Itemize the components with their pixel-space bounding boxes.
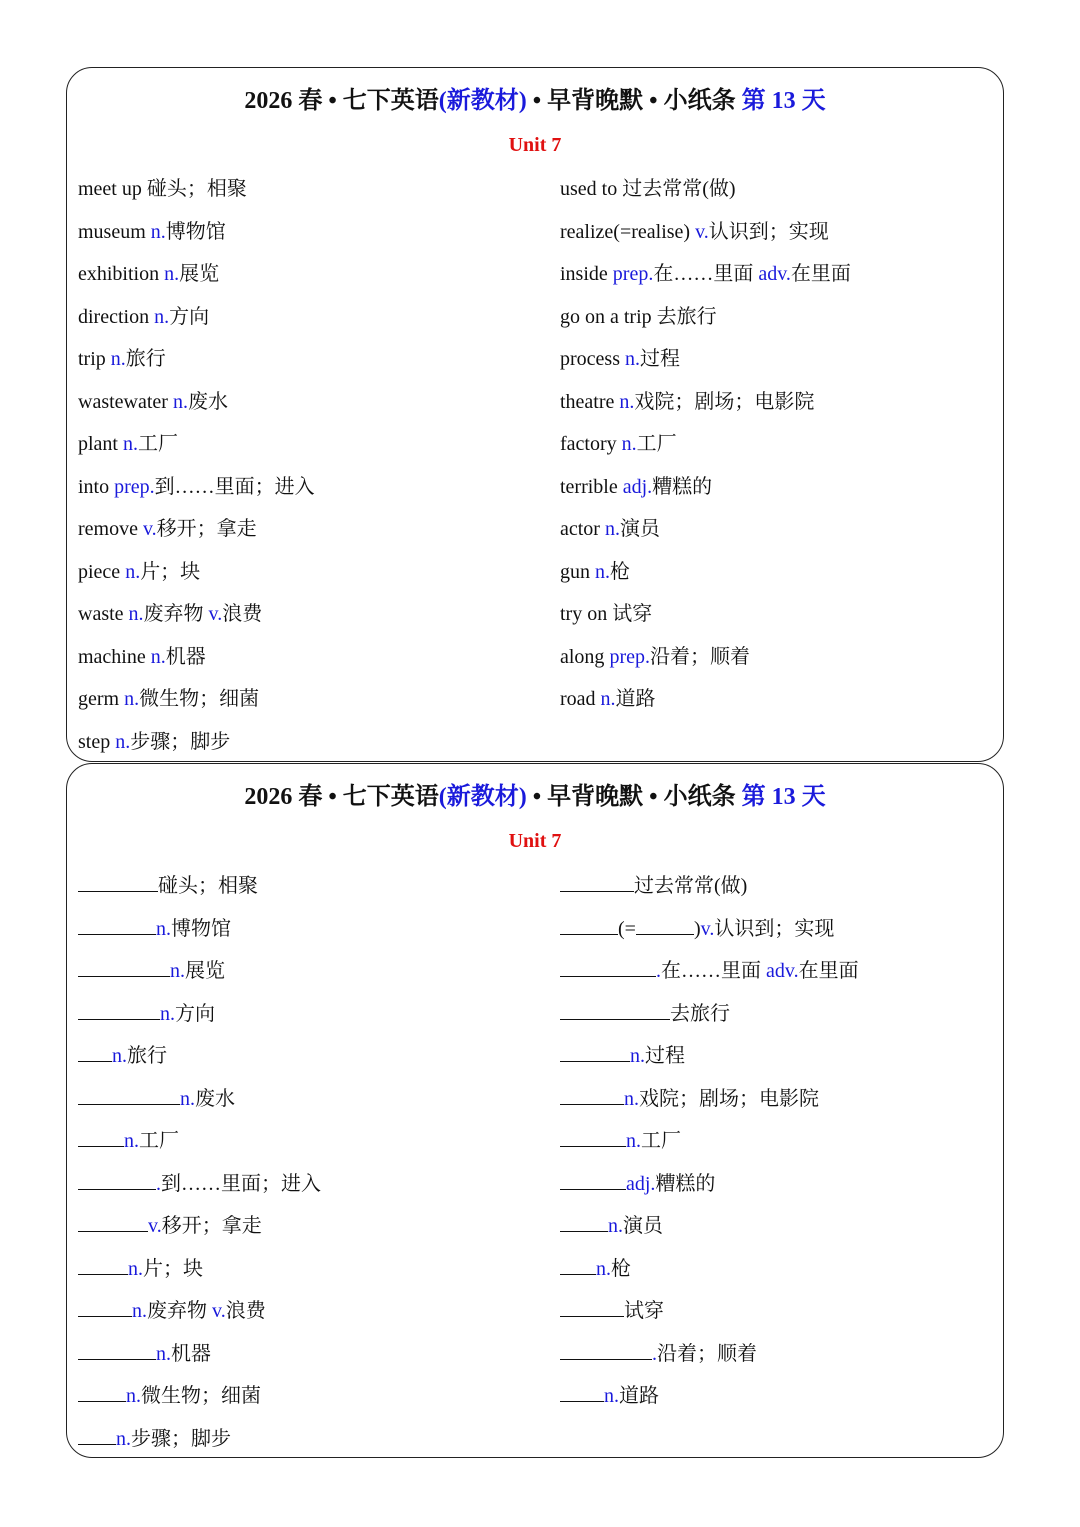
- quiz-row: [78, 1256, 203, 1281]
- chinese-meaning: 试穿: [624, 1300, 664, 1322]
- quiz-row: [560, 1086, 819, 1111]
- english-word: theatre: [560, 390, 620, 413]
- part-of-speech: n.: [125, 560, 141, 583]
- part-of-speech: n.: [600, 688, 616, 710]
- chinese-meaning: 浪费: [225, 1300, 266, 1322]
- part-of-speech: n.: [170, 960, 185, 982]
- chinese-meaning: 枪: [611, 1257, 631, 1280]
- quiz-card: [66, 763, 1004, 1458]
- chinese-meaning: 沿着；顺着: [649, 645, 750, 668]
- chinese-meaning: 移开；拿走: [156, 518, 257, 540]
- chinese-meaning: 道路: [619, 1385, 659, 1407]
- vocab-row: [560, 517, 660, 541]
- quiz-row: [560, 1171, 715, 1196]
- english-word: remove: [78, 518, 143, 540]
- chinese-meaning: 博物馆: [171, 917, 231, 940]
- english-word: go on a trip: [560, 305, 657, 328]
- quiz-row: [78, 1128, 179, 1153]
- vocab-row: [560, 305, 717, 329]
- vocab-row: [560, 262, 851, 286]
- chinese-meaning: 枪: [610, 560, 630, 583]
- answer-blank[interactable]: [78, 1298, 132, 1317]
- english-word: meet up: [78, 178, 147, 200]
- chinese-meaning: 旅行: [127, 1045, 167, 1067]
- vocab-row: [560, 390, 814, 414]
- vocab-row: [78, 305, 209, 329]
- answer-blank[interactable]: [560, 1086, 624, 1105]
- english-word: realize(=realise): [560, 220, 696, 243]
- chinese-meaning: 工厂: [138, 433, 178, 455]
- english-word: used to: [560, 178, 623, 200]
- chinese-meaning: 方向: [169, 305, 210, 328]
- chinese-meaning: 废水: [195, 1087, 235, 1110]
- part-of-speech: n.: [604, 1385, 619, 1407]
- quiz-row: [560, 873, 747, 898]
- chinese-meaning: 过去常常(做): [622, 178, 736, 200]
- chinese-meaning: 旅行: [125, 348, 166, 370]
- quiz-row: [78, 1426, 231, 1451]
- english-word: exhibition: [78, 263, 165, 285]
- part-of-speech: .: [652, 1342, 657, 1365]
- answer-blank[interactable]: [636, 916, 694, 935]
- vocab-row: [560, 432, 677, 456]
- chinese-meaning: 到……里面；进入: [161, 1172, 321, 1195]
- chinese-meaning: 道路: [615, 688, 656, 710]
- english-word: process: [560, 348, 625, 370]
- title-rest: • 早背晚默 • 小纸条: [526, 88, 742, 114]
- answer-blank[interactable]: [78, 916, 156, 935]
- chinese-meaning: 在……里面: [661, 960, 761, 982]
- part-of-speech: v.: [148, 1215, 162, 1237]
- part-of-speech: v.: [142, 518, 157, 540]
- part-of-speech: n.: [150, 220, 166, 243]
- chinese-meaning: 浪费: [222, 603, 263, 625]
- blank-suffix: ): [693, 917, 701, 940]
- vocab-row: [560, 220, 829, 244]
- part-of-speech: v.: [208, 603, 223, 625]
- quiz-row: [560, 1256, 631, 1281]
- quiz-row: [560, 1298, 664, 1323]
- answer-blank[interactable]: [560, 1043, 630, 1062]
- english-word: germ: [78, 688, 125, 710]
- vocab-row: [78, 517, 257, 541]
- answer-blank[interactable]: [560, 873, 634, 892]
- chinese-meaning: 机器: [171, 1342, 211, 1365]
- answer-blank[interactable]: [560, 958, 656, 977]
- answer-blank[interactable]: [560, 1213, 608, 1232]
- english-word: plant: [78, 433, 123, 455]
- chinese-meaning: 过去常常(做): [634, 875, 748, 897]
- part-of-speech: v.: [695, 220, 709, 243]
- part-of-speech: n.: [621, 433, 637, 455]
- part-of-speech: prep.: [114, 475, 155, 498]
- answer-blank[interactable]: [78, 1256, 128, 1275]
- answer-blank[interactable]: [560, 1383, 604, 1402]
- quiz-row: [560, 1043, 685, 1068]
- part-of-speech: n.: [112, 1045, 127, 1067]
- part-of-speech: n.: [626, 1130, 641, 1152]
- chinese-meaning: 微生物；细菌: [141, 1385, 261, 1407]
- chinese-meaning: 认识到；实现: [708, 220, 829, 243]
- part-of-speech: n.: [160, 1002, 175, 1025]
- sheet-title: [67, 776, 1003, 811]
- quiz-row: [560, 1341, 757, 1366]
- chinese-meaning: 糟糕的: [652, 475, 713, 498]
- chinese-meaning: 戏院；剧场；电影院: [634, 390, 815, 413]
- chinese-meaning: 在里面: [798, 960, 859, 982]
- answer-blank[interactable]: [560, 1298, 624, 1317]
- title-day: 第 13 天: [741, 784, 826, 810]
- chinese-meaning: 过程: [645, 1045, 685, 1067]
- quiz-row: [78, 1383, 261, 1408]
- part-of-speech: n.: [128, 1257, 143, 1280]
- chinese-meaning: 碰头；相聚: [146, 178, 247, 200]
- quiz-row: [560, 1001, 730, 1026]
- chinese-meaning: 试穿: [612, 603, 653, 625]
- quiz-row: [78, 1213, 262, 1238]
- chinese-meaning: 移开；拿走: [161, 1215, 262, 1237]
- chinese-meaning: 在里面: [790, 263, 851, 285]
- vocab-row: [78, 602, 262, 626]
- chinese-meaning: 步骤；脚步: [130, 730, 231, 753]
- chinese-meaning: 碰头；相聚: [158, 875, 258, 897]
- chinese-meaning: 到……里面；进入: [154, 475, 315, 498]
- vocab-row: [78, 177, 247, 201]
- unit-heading: Unit 7: [508, 830, 562, 852]
- english-word: terrible: [560, 475, 623, 498]
- title-rest: • 早背晚默 • 小纸条: [526, 784, 742, 810]
- vocab-row: [560, 347, 680, 371]
- part-of-speech: n.: [156, 917, 171, 940]
- answer-blank[interactable]: [560, 916, 618, 935]
- quiz-row: [78, 1298, 266, 1323]
- vocab-row: [560, 687, 656, 711]
- vocab-row: [78, 560, 200, 584]
- answer-blank[interactable]: [78, 1213, 148, 1232]
- answer-blank[interactable]: [78, 1426, 116, 1445]
- chinese-meaning: 机器: [165, 645, 206, 668]
- chinese-meaning: 工厂: [636, 433, 677, 455]
- answer-blank[interactable]: [78, 1001, 160, 1020]
- chinese-meaning: 去旅行: [670, 1002, 730, 1025]
- part-of-speech: n.: [126, 1385, 141, 1407]
- quiz-row: [560, 1128, 681, 1153]
- answer-blank[interactable]: [78, 1341, 156, 1360]
- chinese-meaning: 认识到；实现: [714, 917, 835, 940]
- title-main: 2026 春 • 七下英语: [244, 88, 439, 114]
- english-word: waste: [78, 603, 129, 625]
- english-word: gun: [560, 560, 595, 583]
- chinese-meaning: 工厂: [641, 1130, 681, 1152]
- part-of-speech: n.: [624, 348, 640, 370]
- answer-blank[interactable]: [560, 1171, 626, 1190]
- part-of-speech: n.: [180, 1087, 195, 1110]
- vocab-row: [560, 560, 630, 584]
- chinese-meaning: 演员: [623, 1215, 663, 1237]
- unit-heading: Unit 7: [508, 134, 562, 156]
- answer-blank[interactable]: [78, 1383, 126, 1402]
- part-of-speech: adv.: [758, 263, 791, 285]
- english-word: actor: [560, 518, 605, 540]
- english-word: factory: [560, 433, 622, 455]
- answer-blank[interactable]: [78, 873, 158, 892]
- vocab-row: [560, 602, 652, 626]
- sheet-title: [67, 80, 1003, 115]
- vocab-row: [560, 475, 712, 499]
- part-of-speech: n.: [124, 1130, 139, 1152]
- part-of-speech: adj.: [622, 475, 653, 498]
- english-word: museum: [78, 220, 151, 243]
- part-of-speech: n.: [110, 348, 126, 370]
- answer-blank[interactable]: [78, 1086, 180, 1105]
- chinese-meaning: 演员: [619, 518, 660, 540]
- part-of-speech: n.: [132, 1300, 147, 1322]
- english-word: along: [560, 645, 610, 668]
- answer-blank[interactable]: [560, 1256, 596, 1275]
- part-of-speech: n.: [115, 730, 131, 753]
- part-of-speech: n.: [596, 1257, 611, 1280]
- quiz-row: [560, 916, 834, 941]
- quiz-row: [78, 1086, 235, 1111]
- quiz-row: [560, 958, 859, 983]
- answer-blank[interactable]: [560, 1001, 670, 1020]
- part-of-speech: n.: [116, 1427, 131, 1450]
- title-main: 2026 春 • 七下英语: [244, 784, 439, 810]
- quiz-row: [560, 1213, 663, 1238]
- part-of-speech: n.: [156, 1342, 171, 1365]
- quiz-row: [78, 873, 258, 898]
- english-word: try on: [560, 603, 613, 625]
- part-of-speech: n.: [604, 518, 620, 540]
- english-word: piece: [78, 560, 126, 583]
- chinese-meaning: 方向: [175, 1002, 215, 1025]
- vocab-row: [78, 645, 206, 669]
- answer-blank[interactable]: [78, 1128, 124, 1147]
- answer-blank[interactable]: [560, 1341, 652, 1360]
- part-of-speech: adv.: [766, 960, 799, 982]
- part-of-speech: v.: [212, 1300, 226, 1322]
- blank-prefix: (=: [618, 917, 636, 940]
- vocab-row: [78, 475, 315, 499]
- part-of-speech: n.: [172, 390, 188, 413]
- vocab-row: [78, 687, 259, 711]
- title-paren: (新教材): [438, 784, 527, 810]
- answer-blank[interactable]: [78, 958, 170, 977]
- vocab-row: [560, 645, 750, 669]
- part-of-speech: n.: [630, 1045, 645, 1067]
- english-word: step: [78, 730, 116, 753]
- chinese-meaning: 沿着；顺着: [657, 1342, 757, 1365]
- part-of-speech: n.: [608, 1215, 623, 1237]
- part-of-speech: n.: [123, 433, 138, 455]
- title-paren: (新教材): [438, 88, 527, 114]
- quiz-row: [78, 916, 231, 941]
- chinese-meaning: 片；块: [140, 560, 201, 583]
- chinese-meaning: 博物馆: [165, 220, 226, 243]
- english-word: inside: [560, 263, 613, 285]
- english-word: direction: [78, 305, 155, 328]
- quiz-row: [560, 1383, 659, 1408]
- part-of-speech: n.: [124, 688, 140, 710]
- chinese-meaning: 糟糕的: [655, 1172, 716, 1195]
- quiz-row: [78, 1341, 211, 1366]
- part-of-speech: n.: [619, 390, 635, 413]
- english-word: road: [560, 688, 601, 710]
- vocab-row: [78, 347, 166, 371]
- quiz-row: [78, 1001, 215, 1026]
- vocab-row: [78, 390, 228, 414]
- answer-blank[interactable]: [560, 1128, 626, 1147]
- vocab-row: [78, 730, 230, 754]
- chinese-meaning: 展览: [185, 960, 225, 982]
- chinese-meaning: 废水: [187, 390, 228, 413]
- answer-blank[interactable]: [78, 1043, 112, 1062]
- chinese-meaning: 在……里面: [653, 263, 754, 285]
- part-of-speech: n.: [595, 560, 610, 583]
- part-of-speech: n.: [128, 603, 144, 625]
- part-of-speech: n.: [624, 1087, 639, 1110]
- vocab-row: [78, 432, 178, 456]
- chinese-meaning: 展览: [179, 263, 220, 285]
- chinese-meaning: 废弃物: [143, 603, 204, 625]
- vocab-card: [66, 67, 1004, 762]
- english-word: into: [78, 475, 115, 498]
- chinese-meaning: 微生物；细菌: [139, 688, 260, 710]
- vocab-row: [78, 262, 219, 286]
- part-of-speech: n.: [150, 645, 166, 668]
- quiz-row: [78, 1171, 321, 1196]
- chinese-meaning: 去旅行: [656, 305, 717, 328]
- vocab-row: [78, 220, 226, 244]
- chinese-meaning: 步骤；脚步: [131, 1427, 231, 1450]
- part-of-speech: adj.: [626, 1172, 656, 1195]
- part-of-speech: n.: [164, 263, 180, 285]
- part-of-speech: v.: [700, 917, 715, 940]
- part-of-speech: n.: [154, 305, 170, 328]
- part-of-speech: .: [656, 960, 661, 982]
- chinese-meaning: 戏院；剧场；电影院: [639, 1087, 819, 1110]
- chinese-meaning: 工厂: [139, 1130, 179, 1152]
- part-of-speech: .: [156, 1172, 161, 1195]
- english-word: trip: [78, 348, 111, 370]
- title-day: 第 13 天: [741, 88, 826, 114]
- vocab-row: [560, 177, 736, 201]
- quiz-row: [78, 958, 225, 983]
- english-word: machine: [78, 645, 151, 668]
- part-of-speech: prep.: [609, 645, 650, 668]
- answer-blank[interactable]: [78, 1171, 156, 1190]
- quiz-row: [78, 1043, 167, 1068]
- chinese-meaning: 过程: [639, 348, 680, 370]
- chinese-meaning: 废弃物: [147, 1300, 207, 1322]
- english-word: wastewater: [78, 390, 173, 413]
- chinese-meaning: 片；块: [143, 1257, 203, 1280]
- part-of-speech: prep.: [612, 263, 654, 285]
